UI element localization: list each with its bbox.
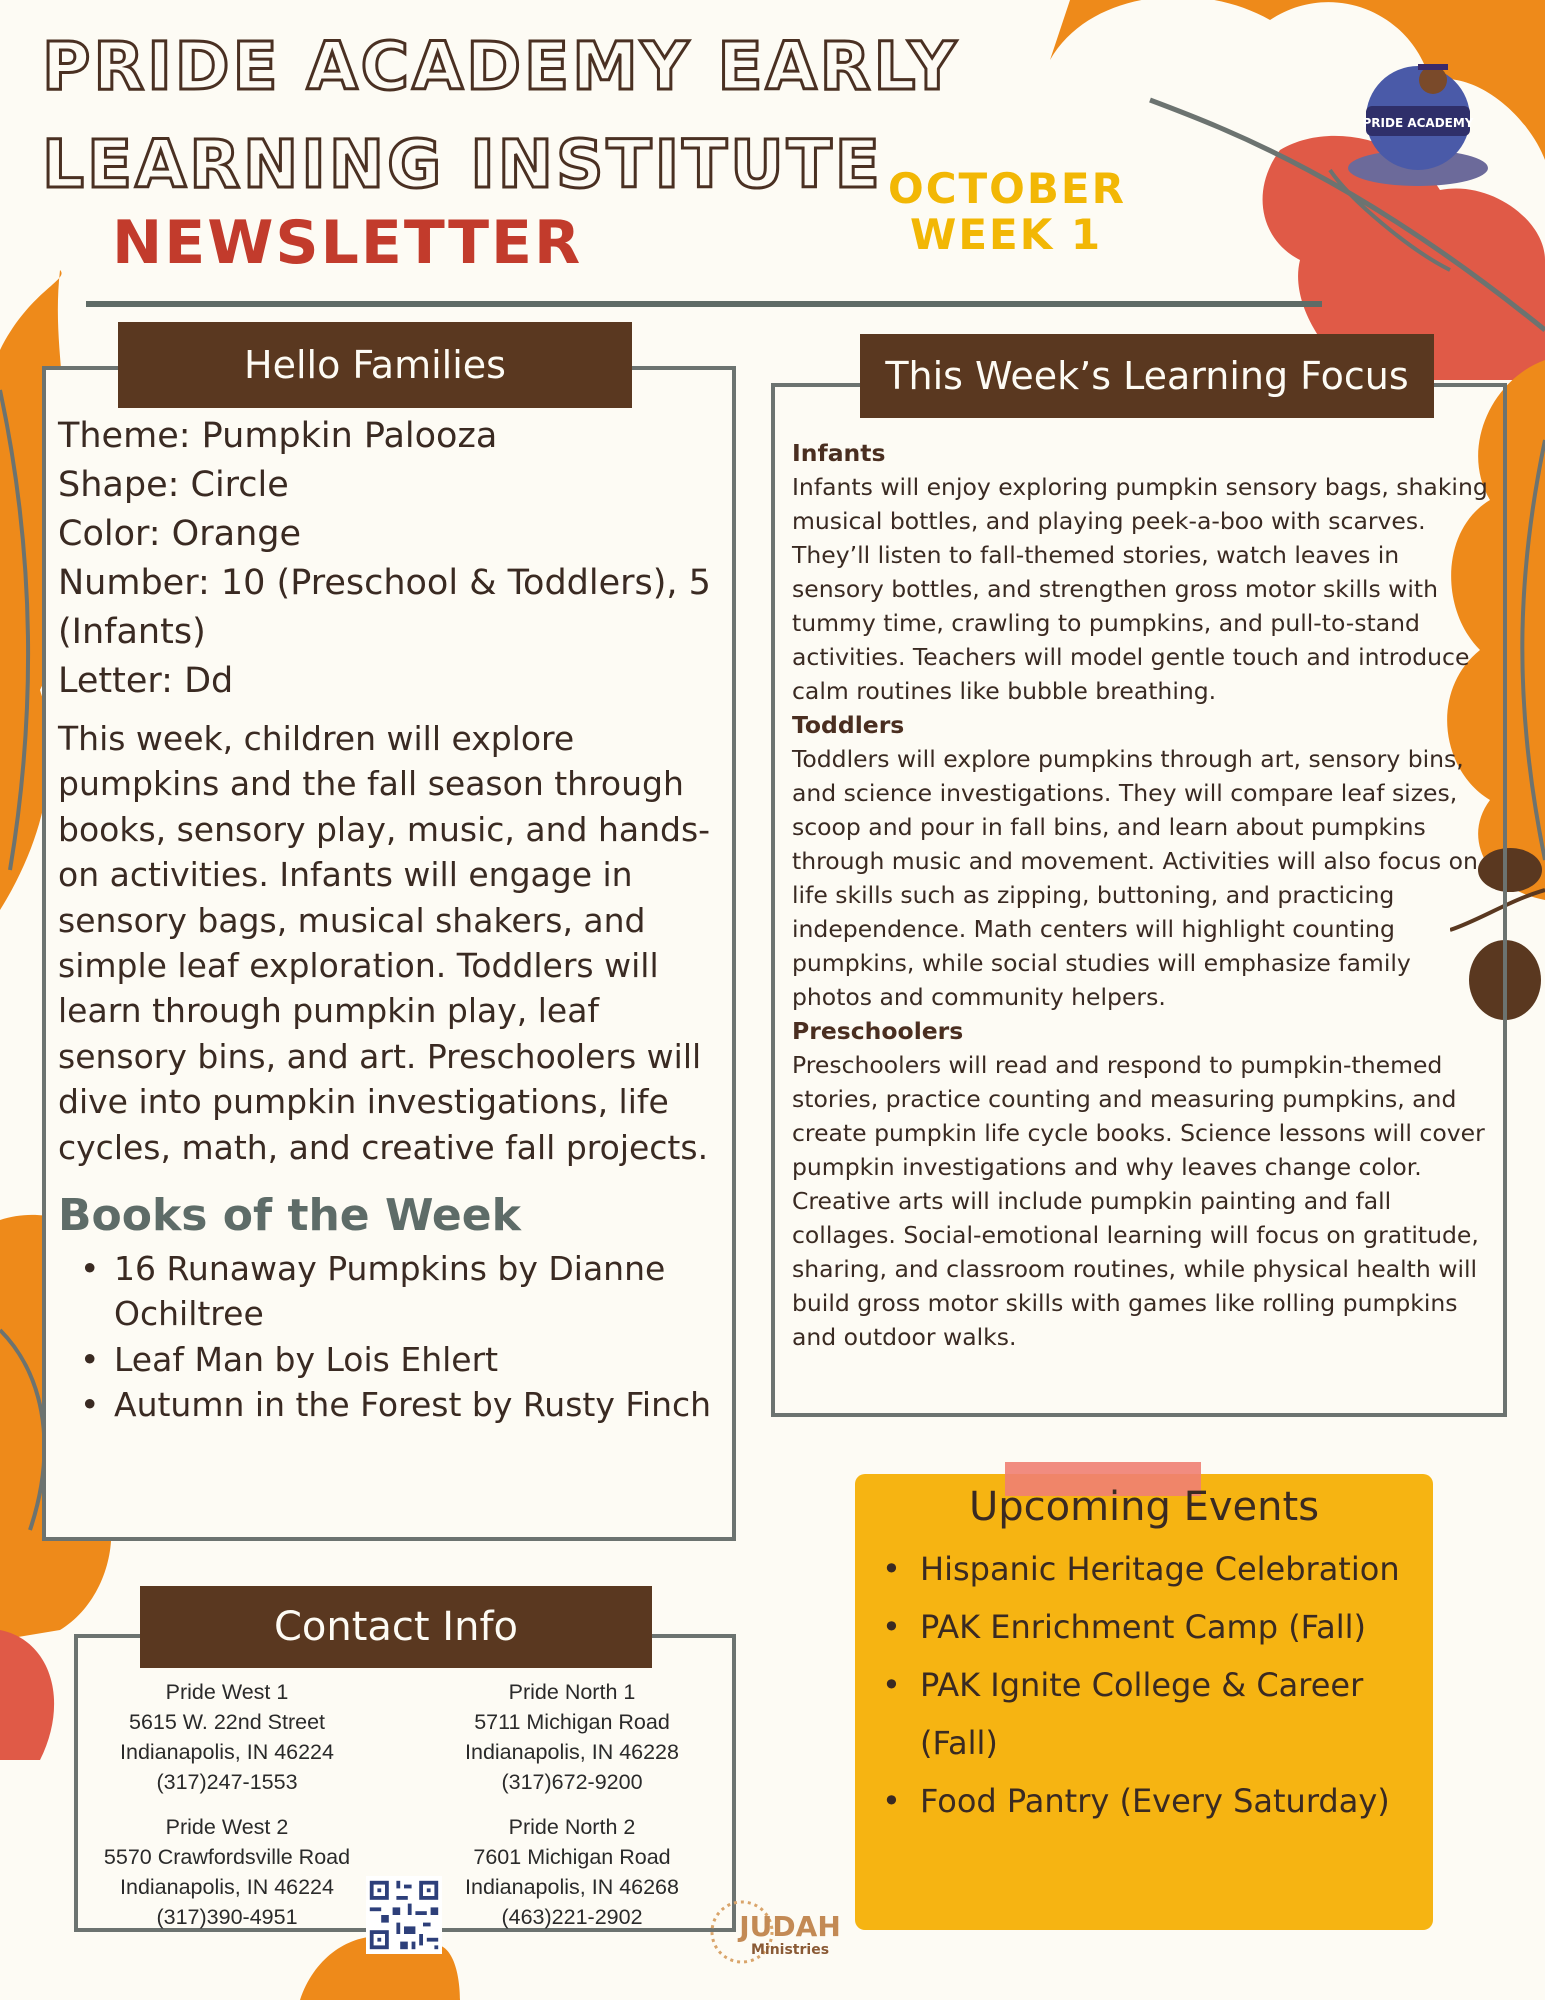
list-item: • Hispanic Heritage Celebration: [880, 1540, 1420, 1598]
pride-academy-logo: [1338, 48, 1498, 198]
preschoolers-heading: Preschoolers: [792, 1017, 964, 1045]
location-city: Indianapolis, IN 46224: [120, 1875, 334, 1899]
location-phone[interactable]: (317)247-1553: [156, 1770, 298, 1794]
location-phone[interactable]: (317)390-4951: [156, 1905, 298, 1929]
hello-intro-text: This week, children will explore pumpkins and the fall season through books, sensory play, music, and hands-on activities. Infants will engage in sensory bags, musical shakers, and simple leaf exploration. Toddlers will learn through pumpkin play, leaf sensory bins, and art. Preschoolers will dive into pumpkin investigations, life cycles, math, and creative fall projects.: [58, 719, 711, 1167]
title-line-2: LEARNING INSTITUTE: [42, 126, 883, 203]
list-item: • Leaf Man by Lois Ehlert: [58, 1337, 728, 1382]
location-city: Indianapolis, IN 46228: [465, 1740, 679, 1764]
location-street: 5711 Michigan Road: [474, 1710, 670, 1734]
color-line: Color: Orange: [58, 514, 302, 554]
list-item: • Autumn in the Forest by Rusty Finch: [58, 1382, 728, 1427]
location-name: Pride West 2: [165, 1815, 289, 1839]
location-name: Pride West 1: [165, 1680, 289, 1704]
infants-heading: Infants: [792, 439, 886, 467]
logo-text: PRIDE ACADEMY: [1362, 116, 1474, 130]
theme-line: Theme: Pumpkin Palooza: [58, 416, 498, 456]
books-heading: Books of the Week: [58, 1190, 521, 1241]
location-street: 5615 W. 22nd Street: [128, 1710, 326, 1734]
issue-week: WEEK 1: [910, 210, 1103, 259]
qr-code-icon[interactable]: [366, 1876, 442, 1954]
judah-ministries-logo: [708, 1888, 844, 1978]
letter-line: Letter: Dd: [58, 661, 234, 701]
list-item: • 16 Runaway Pumpkins by Dianne Ochiltree: [58, 1246, 728, 1337]
location-city: Indianapolis, IN 46224: [120, 1740, 334, 1764]
infants-text: Infants will enjoy exploring pumpkin sensory bags, shaking musical bottles, and playing peek-a-boo with scarves. They’ll listen to fall-themed stories, watch leaves in sensory bottles, and strengthen gross motor skills with tummy time, crawling to pumpkins, and pull-to-stand activities. Teachers will model gentle touch and introduce calm routines like bubble breathing.: [792, 473, 1488, 705]
learning-focus-body: [792, 436, 1492, 1354]
upcoming-events-heading: Upcoming Events: [968, 1484, 1320, 1530]
hello-families-heading: Hello Families: [118, 322, 632, 408]
events-list: [880, 1540, 1420, 1830]
location-phone[interactable]: (317)672-9200: [501, 1770, 643, 1794]
list-item: • PAK Enrichment Camp (Fall): [880, 1598, 1420, 1656]
number-line: Number: 10 (Preschool & Toddlers), 5 (Infants): [58, 563, 711, 652]
books-list: [58, 1246, 728, 1428]
shape-line: Shape: Circle: [58, 465, 289, 505]
location-phone[interactable]: (463)221-2902: [501, 1905, 643, 1929]
contact-pride-west-2: [86, 1812, 368, 1932]
contact-pride-north-1: [442, 1677, 702, 1797]
preschoolers-text: Preschoolers will read and respond to pumpkin-themed stories, practice counting and measuring pumpkins, and create pumpkin life cycle books. Science lessons will cover pumpkin investigations and why leaves change color. Creative arts will include pumpkin painting and fall collages. Social-emotional learning will focus on gratitude, sharing, and classroom routines, while physical health will build gross motor skills with games like rolling pumpkins and outdoor walks.: [792, 1051, 1485, 1351]
weekly-facts: [58, 412, 728, 706]
location-city: Indianapolis, IN 46268: [465, 1875, 679, 1899]
list-item: • Food Pantry (Every Saturday): [880, 1772, 1420, 1830]
list-item: • PAK Ignite College & Career (Fall): [880, 1656, 1420, 1772]
toddlers-heading: Toddlers: [792, 711, 905, 739]
title-line-1: PRIDE ACADEMY EARLY: [42, 28, 960, 105]
location-name: Pride North 1: [508, 1680, 636, 1704]
header-divider: [86, 301, 1322, 307]
newsletter-subtitle: NEWSLETTER: [112, 208, 583, 278]
issue-month: OCTOBER: [888, 164, 1126, 213]
location-name: Pride North 2: [508, 1815, 636, 1839]
contact-pride-north-2: [442, 1812, 702, 1932]
contact-pride-west-1: [92, 1677, 362, 1797]
location-street: 7601 Michigan Road: [473, 1845, 671, 1869]
judah-subtext: Ministries: [750, 1942, 830, 1958]
contact-info-heading: Contact Info: [140, 1586, 652, 1668]
learning-focus-heading: This Week’s Learning Focus: [860, 334, 1434, 418]
location-street: 5570 Crawfordsville Road: [103, 1845, 351, 1869]
toddlers-text: Toddlers will explore pumpkins through art, sensory bins, and science investigations. They will compare leaf sizes, scoop and pour in fall bins, and learn about pumpkins through music and movement. Activities will also focus on life skills such as zipping, buttoning, and practicing independence. Math centers will highlight counting pumpkins, while social studies will emphasize family photos and community helpers.: [792, 745, 1478, 1011]
judah-text: JUDAH: [739, 1910, 841, 1943]
